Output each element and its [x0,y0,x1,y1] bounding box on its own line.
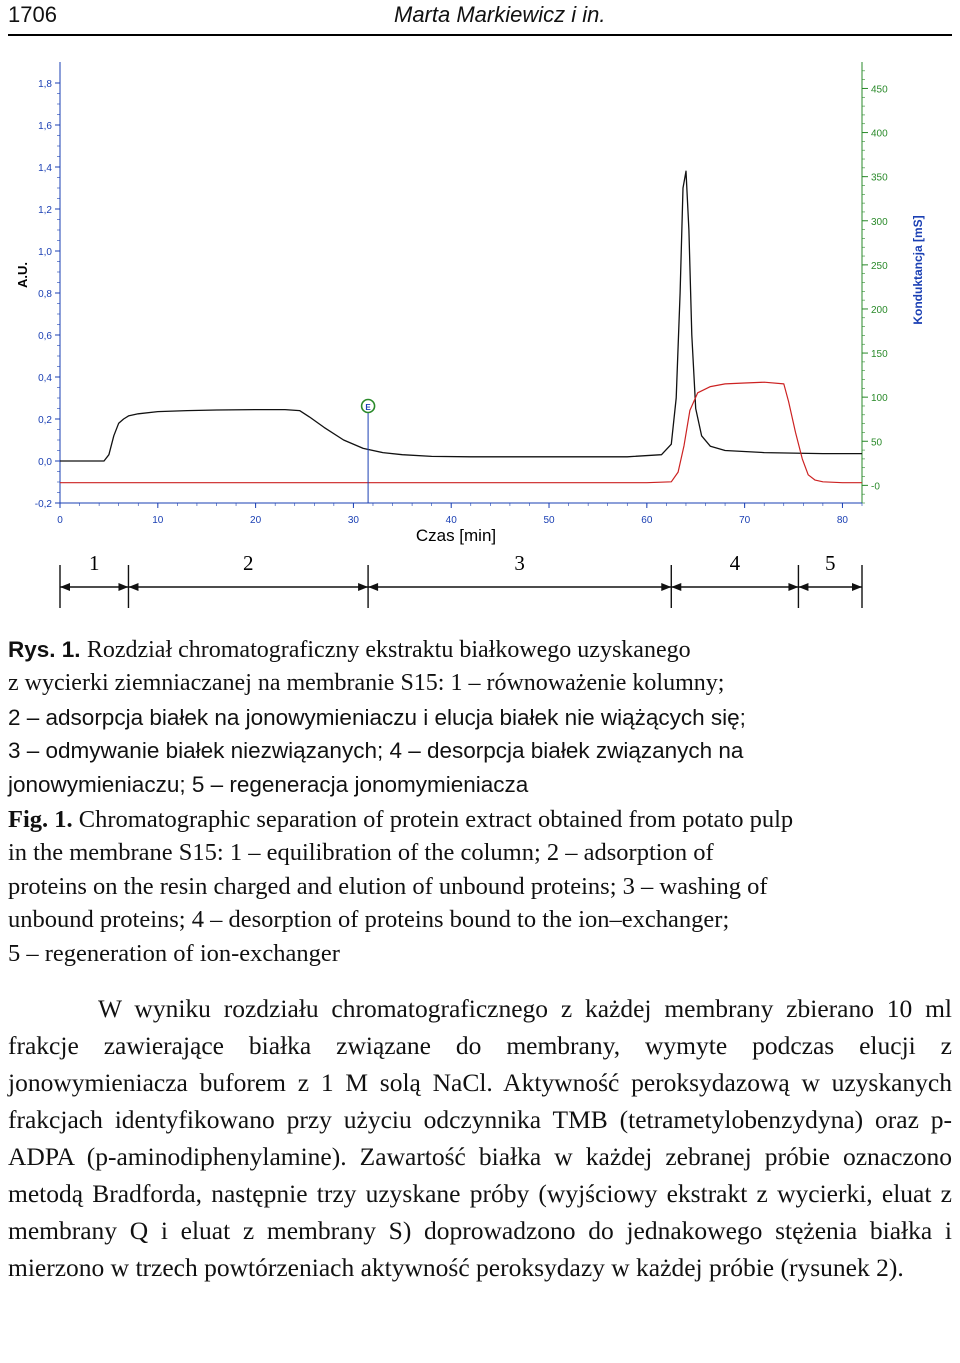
x-tick-label: 30 [347,515,359,526]
caption-pl-line: jonowymieniaczu; 5 – regeneracja jonomymieniacza [8,771,529,797]
stage-label: 5 [824,551,836,575]
x-tick-label: 10 [152,515,164,526]
y-right-tick-label: -0 [871,481,880,493]
caption-pl-line: 3 – odmywanie białek niezwiązanych; 4 – desorpcja białek związanych na [8,738,744,764]
stage-arrowhead-left [671,583,681,591]
caption-en-line: proteins on the resin charged and elution of unbound proteins; 3 – washing of [8,872,768,900]
stage-label: 2 [243,551,254,575]
stage-label: 3 [514,551,525,575]
y-left-tick-label: 1,0 [38,247,52,258]
stage-arrowhead-left [798,583,808,591]
y-right-tick-label: 300 [871,216,888,228]
absorbance-series-line [60,171,862,461]
y-right-tick-label: 350 [871,172,888,184]
y-right-tick-label: 250 [871,260,888,272]
caption-pl-line: 2 – adsorpcja białek na jonowymieniaczu i elucja białek nie wiążących się; [8,704,746,730]
x-tick-label: 0 [57,515,63,526]
y-left-tick-label: 1,2 [38,205,52,216]
y-left-tick-label: 1,4 [38,163,52,174]
stage-arrowhead-right [661,583,671,591]
y-right-tick-label: 50 [871,437,883,449]
y-axis-left-label: A.U. [15,262,30,288]
stage-label: 1 [88,551,100,575]
elution-marker-label: E [365,403,371,412]
y-left-tick-label: 0,6 [38,331,52,342]
stage-arrowhead-left [368,583,378,591]
page-number: 1706 [8,2,57,27]
caption-pl-line: Rozdział chromatograficzny ekstraktu białkowego uzyskanego [86,637,691,663]
caption-pl-lead: Rys. 1. [8,637,81,662]
stage-arrowhead-left [60,583,70,591]
y-left-tick-label: 0,4 [38,373,52,384]
body-paragraph-text: W wyniku rozdziału chromatograficznego z każdej membrany zbierano 10 ml frakcje zawierające białka związane do membrany, wymyte podczas elucji z jonowymieniacza buforem z 1 M solą NaCl. Aktywność peroksydazową w uzyskanych frakcjach identyfikowano przy użyciu odczynnika TMB (tetrametylobenzydyna) oraz p-ADPA (p-aminodiphenylamine). Zawartość białka w każdej zebranej próbie oznaczono metodą Bradforda, następnie trzy uzyskane próby (wyjściowy ekstrakt z wycierki, eluat z membrany Q i eluat z membrany S) doprowadzono do jednakowego stężenia białka i mierzono w trzech powtórzeniach aktywność peroksydazy w każdej próbie (rysunek 2). [8,994,952,1282]
stage-arrowhead-right [118,583,128,591]
y-right-tick-label: 100 [871,393,888,405]
stage-label: 4 [729,551,741,575]
page-header [8,0,952,36]
x-tick-label: 80 [836,515,849,526]
x-tick-label: 60 [641,515,653,526]
figure-caption-polish [8,633,952,801]
y-left-tick-label: 1,8 [38,79,52,90]
caption-en-line: unbound proteins; 4 – desorption of proteins bound to the ion–exchanger; [8,906,730,934]
x-tick-label: 50 [543,515,555,526]
y-left-tick-label: 0,8 [38,289,52,300]
body-paragraph [8,990,952,1286]
y-left-tick-label: 0,2 [38,415,52,426]
stage-arrowhead-right [358,583,368,591]
y-right-tick-label: 150 [871,349,888,361]
running-head-authors: Marta Markiewicz i in. [394,2,606,27]
caption-pl-line: z wycierki ziemniaczanej na membranie S15: 1 – równoważenie kolumny; [8,670,725,697]
chart-series [60,171,862,503]
stage-arrowhead-right [852,583,862,591]
x-axis-label: Czas [min] [415,526,497,545]
caption-en-line: 5 – regeneration of ion-exchanger [8,939,340,967]
caption-en-line: in the membrane S15: 1 – equilibration of the column; 2 – adsorption of [8,839,714,867]
caption-en-lead: Fig. 1. [8,806,73,833]
stage-arrowhead-left [128,583,138,591]
x-tick-label: 70 [739,515,751,526]
chromatogram-figure [0,40,960,630]
x-tick-label: 40 [445,515,457,526]
y-right-tick-label: 450 [871,84,888,96]
figure-caption-english [8,803,952,970]
y-right-tick-label: 200 [871,304,888,316]
x-tick-label: 20 [250,515,262,526]
stage-arrowhead-right [788,583,798,591]
y-left-tick-label: 1,6 [38,121,52,132]
stage-scale [60,551,862,608]
conductance-series-line [60,382,862,483]
y-left-tick-label: 0,0 [38,457,52,468]
y-left-tick-label: -0,2 [34,499,52,510]
y-axis-right-label: Konduktancja [mS] [911,215,925,325]
y-right-tick-label: 400 [871,128,888,140]
caption-en-line: Chromatographic separation of protein extract obtained from potato pulp [78,806,794,833]
